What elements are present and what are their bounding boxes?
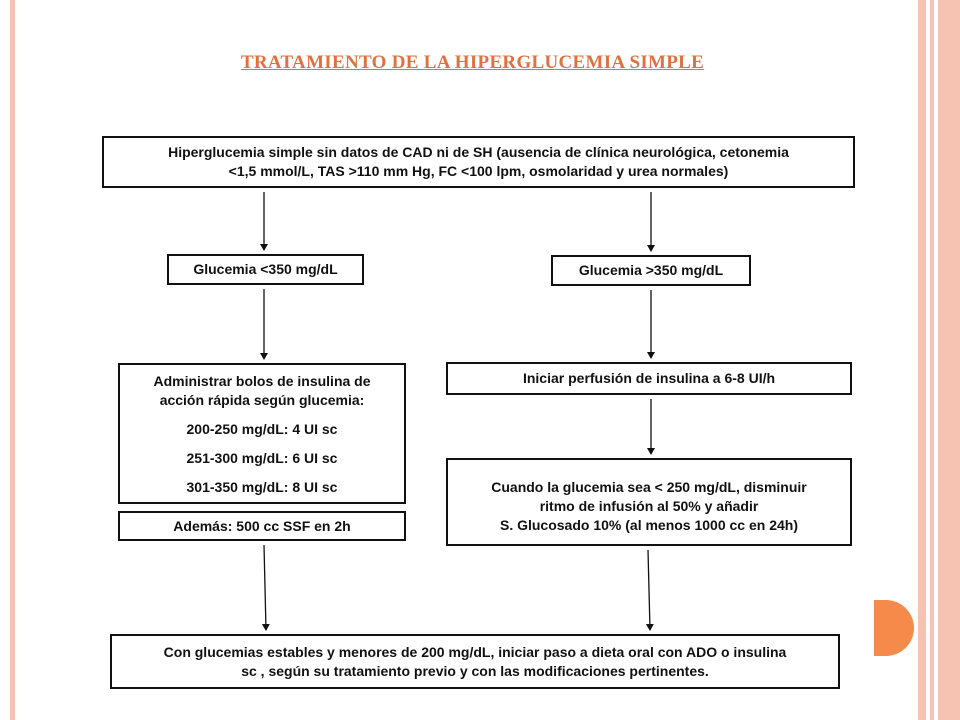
right-condition-box (551, 255, 751, 286)
fluids-label: Además: 500 cc SSF en 2h (173, 518, 351, 534)
start-condition-line: <1,5 mmol/L, TAS >110 mm Hg, FC <100 lpm, osmolaridad y urea normales) (228, 163, 729, 179)
insulin-bolus-line: acción rápida según glucemia: (159, 392, 365, 408)
start-condition-box (102, 136, 855, 188)
end-condition-line: sc , según su tratamiento previo y con las modificaciones pertinentes. (241, 663, 709, 679)
fluids-box (118, 511, 406, 541)
infusion-box (446, 362, 852, 395)
insulin-dose-item: 251-300 mg/dL: 6 UI sc (186, 450, 338, 466)
end-condition-box (110, 634, 840, 689)
infusion-label: Iniciar perfusión de insulina a 6-8 UI/h (522, 370, 776, 386)
insulin-dose-item: 200-250 mg/dL: 4 UI sc (186, 421, 338, 437)
arrow-adjust-to-end (648, 550, 650, 630)
page-title: TRATAMIENTO DE LA HIPERGLUCEMIA SIMPLE (240, 52, 705, 73)
infusion-adjust-line: ritmo de infusión al 50% y añadir (539, 498, 759, 514)
left-condition-label: Glucemia <350 mg/dL (193, 261, 338, 277)
infusion-adjust-line: Cuando la glucemia sea < 250 mg/dL, disminuir (491, 479, 807, 495)
insulin-bolus-box (118, 363, 406, 504)
end-condition-line: Con glucemias estables y menores de 200 mg/dL, iniciar paso a dieta oral con ADO o insulina (163, 644, 787, 660)
left-condition-box (167, 254, 364, 285)
insulin-bolus-line: Administrar bolos de insulina de (153, 373, 371, 389)
insulin-dose-item: 301-350 mg/dL: 8 UI sc (186, 479, 338, 495)
arrow-fluids-to-end (264, 545, 266, 630)
start-condition-line: Hiperglucemia simple sin datos de CAD ni de SH (ausencia de clínica neurológica, cetonemia (168, 144, 789, 160)
infusion-adjust-line: S. Glucosado 10% (al menos 1000 cc en 24h) (499, 517, 798, 533)
right-condition-label: Glucemia >350 mg/dL (578, 262, 724, 278)
infusion-adjust-box (446, 458, 852, 546)
